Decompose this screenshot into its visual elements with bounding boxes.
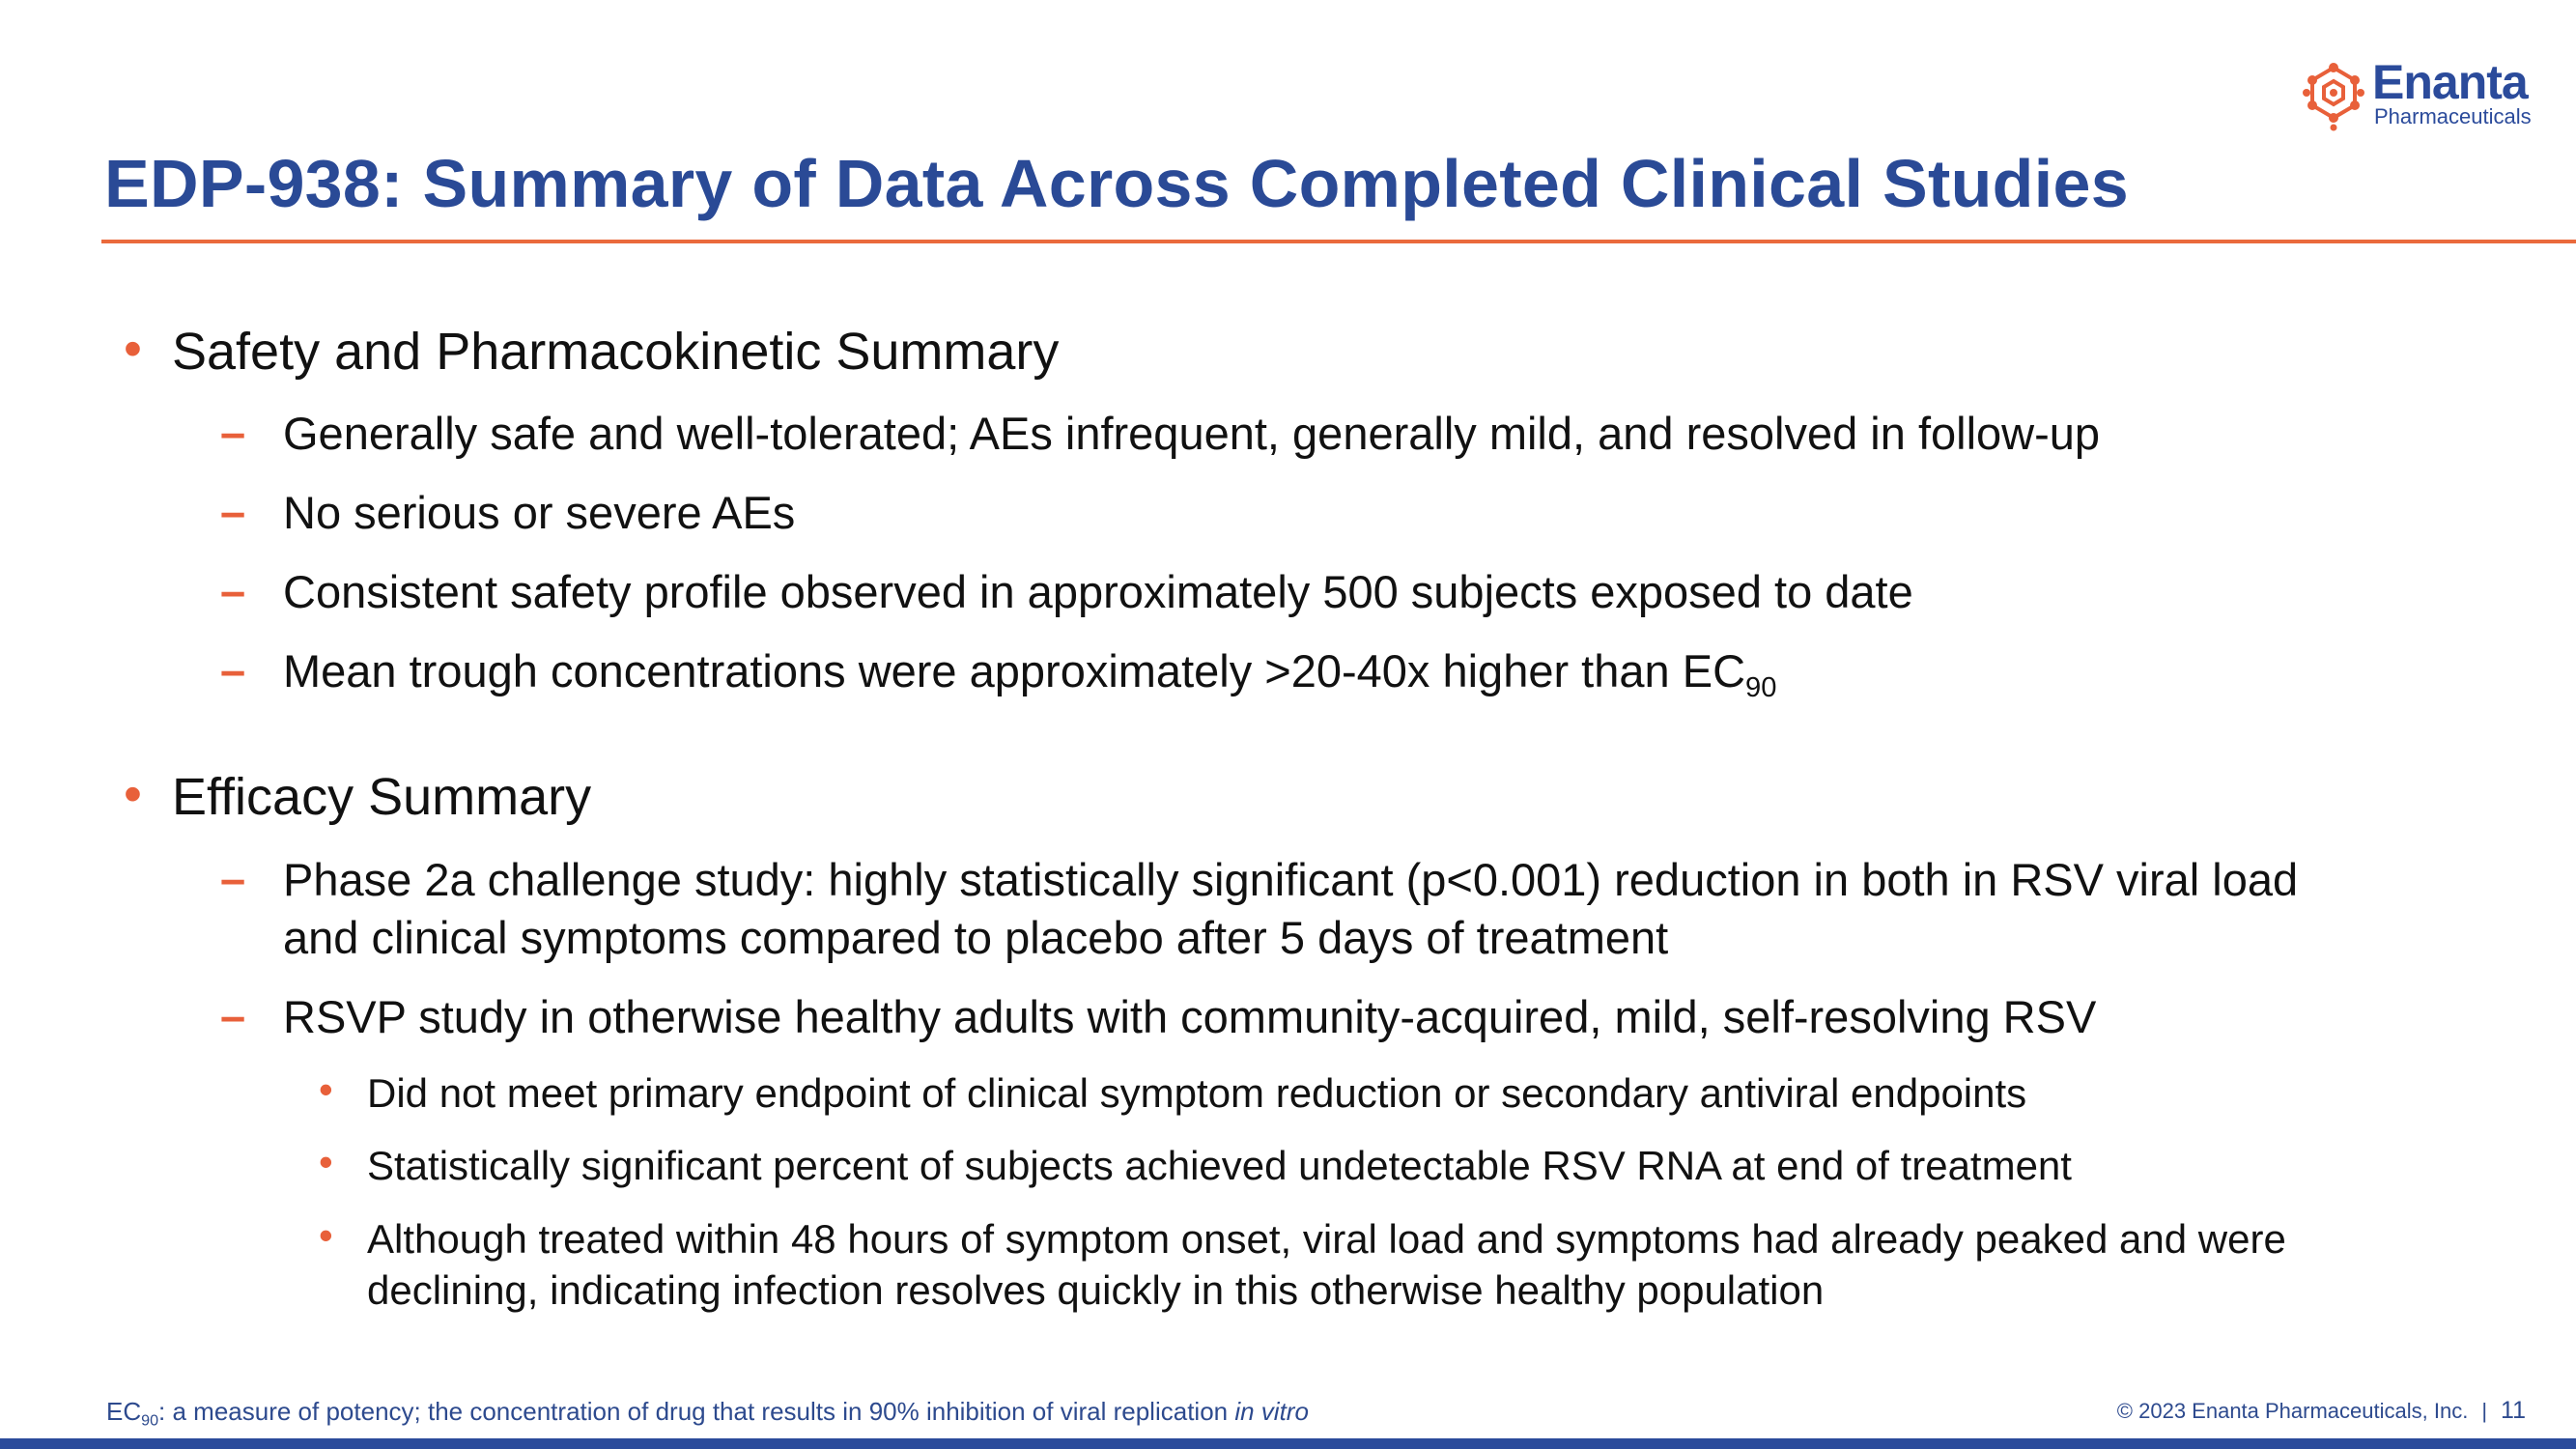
- title-divider: [101, 240, 2576, 243]
- list-item: No serious or severe AEs: [283, 487, 796, 538]
- brand-subtitle: Pharmaceuticals: [2374, 104, 2532, 128]
- footnote-subscript: 90: [141, 1411, 159, 1430]
- bullet-icon: •: [124, 765, 142, 823]
- list-item: RSVP study in otherwise healthy adults with community-acquired, mild, self-resolving RSV: [283, 991, 2097, 1042]
- bullet-icon: •: [319, 1066, 333, 1112]
- list-item: [283, 644, 1777, 704]
- list-item: Generally safe and well-tolerated; AEs infrequent, generally mild, and resolved in follow-up: [283, 408, 2101, 459]
- list-item-text: Mean trough concentrations were approximately >20-40x higher than EC: [283, 645, 1746, 696]
- page-number: 11: [2501, 1397, 2526, 1424]
- bullet-icon: •: [319, 1139, 333, 1184]
- footnote: [106, 1397, 1309, 1430]
- sub-list-item-line2: declining, indicating infection resolves quickly in this otherwise healthy population: [367, 1267, 1825, 1313]
- dash-icon: –: [220, 407, 246, 458]
- list-item-line1: Phase 2a challenge study: highly statistically significant (p<0.001) reduction in both in RSV viral load: [283, 854, 2299, 905]
- slide-title: EDP-938: Summary of Data Across Completed Clinical Studies: [104, 146, 2129, 221]
- footer-separator: |: [2481, 1399, 2488, 1423]
- bottom-bar: [0, 1438, 2576, 1449]
- dash-icon: –: [220, 644, 246, 696]
- dash-icon: –: [220, 853, 246, 904]
- company-logo: [2299, 55, 2532, 137]
- hexagon-molecule-icon: [2299, 62, 2368, 131]
- section-heading-safety: Safety and Pharmacokinetic Summary: [172, 323, 1060, 381]
- sub-list-item: Did not meet primary endpoint of clinical symptom reduction or secondary antiviral endpoints: [367, 1070, 2027, 1116]
- footnote-text: : a measure of potency; the concentration of drug that results in 90% inhibition of viral replication: [158, 1397, 1235, 1426]
- bullet-icon: •: [124, 320, 142, 378]
- subscript: 90: [1745, 672, 1777, 704]
- dash-icon: –: [220, 990, 246, 1041]
- copyright: © 2023 Enanta Pharmaceuticals, Inc.: [2116, 1399, 2469, 1423]
- bullet-icon: •: [319, 1212, 333, 1258]
- dash-icon: –: [220, 486, 246, 537]
- sub-list-item-line1: Although treated within 48 hours of symptom onset, viral load and symptoms had already peaked and were: [367, 1216, 2286, 1262]
- section-heading-efficacy: Efficacy Summary: [172, 768, 592, 826]
- footer: [2117, 1397, 2526, 1425]
- footnote-italic: in vitro: [1234, 1397, 1309, 1426]
- footnote-term: EC: [106, 1397, 142, 1426]
- dash-icon: –: [220, 565, 246, 616]
- brand-name: Enanta: [2372, 55, 2528, 109]
- list-item: Consistent safety profile observed in approximately 500 subjects exposed to date: [283, 566, 1913, 617]
- list-item-line2: and clinical symptoms compared to placebo after 5 days of treatment: [283, 912, 1669, 963]
- sub-list-item: Statistically significant percent of subjects achieved undetectable RSV RNA at end of treatment: [367, 1143, 2072, 1188]
